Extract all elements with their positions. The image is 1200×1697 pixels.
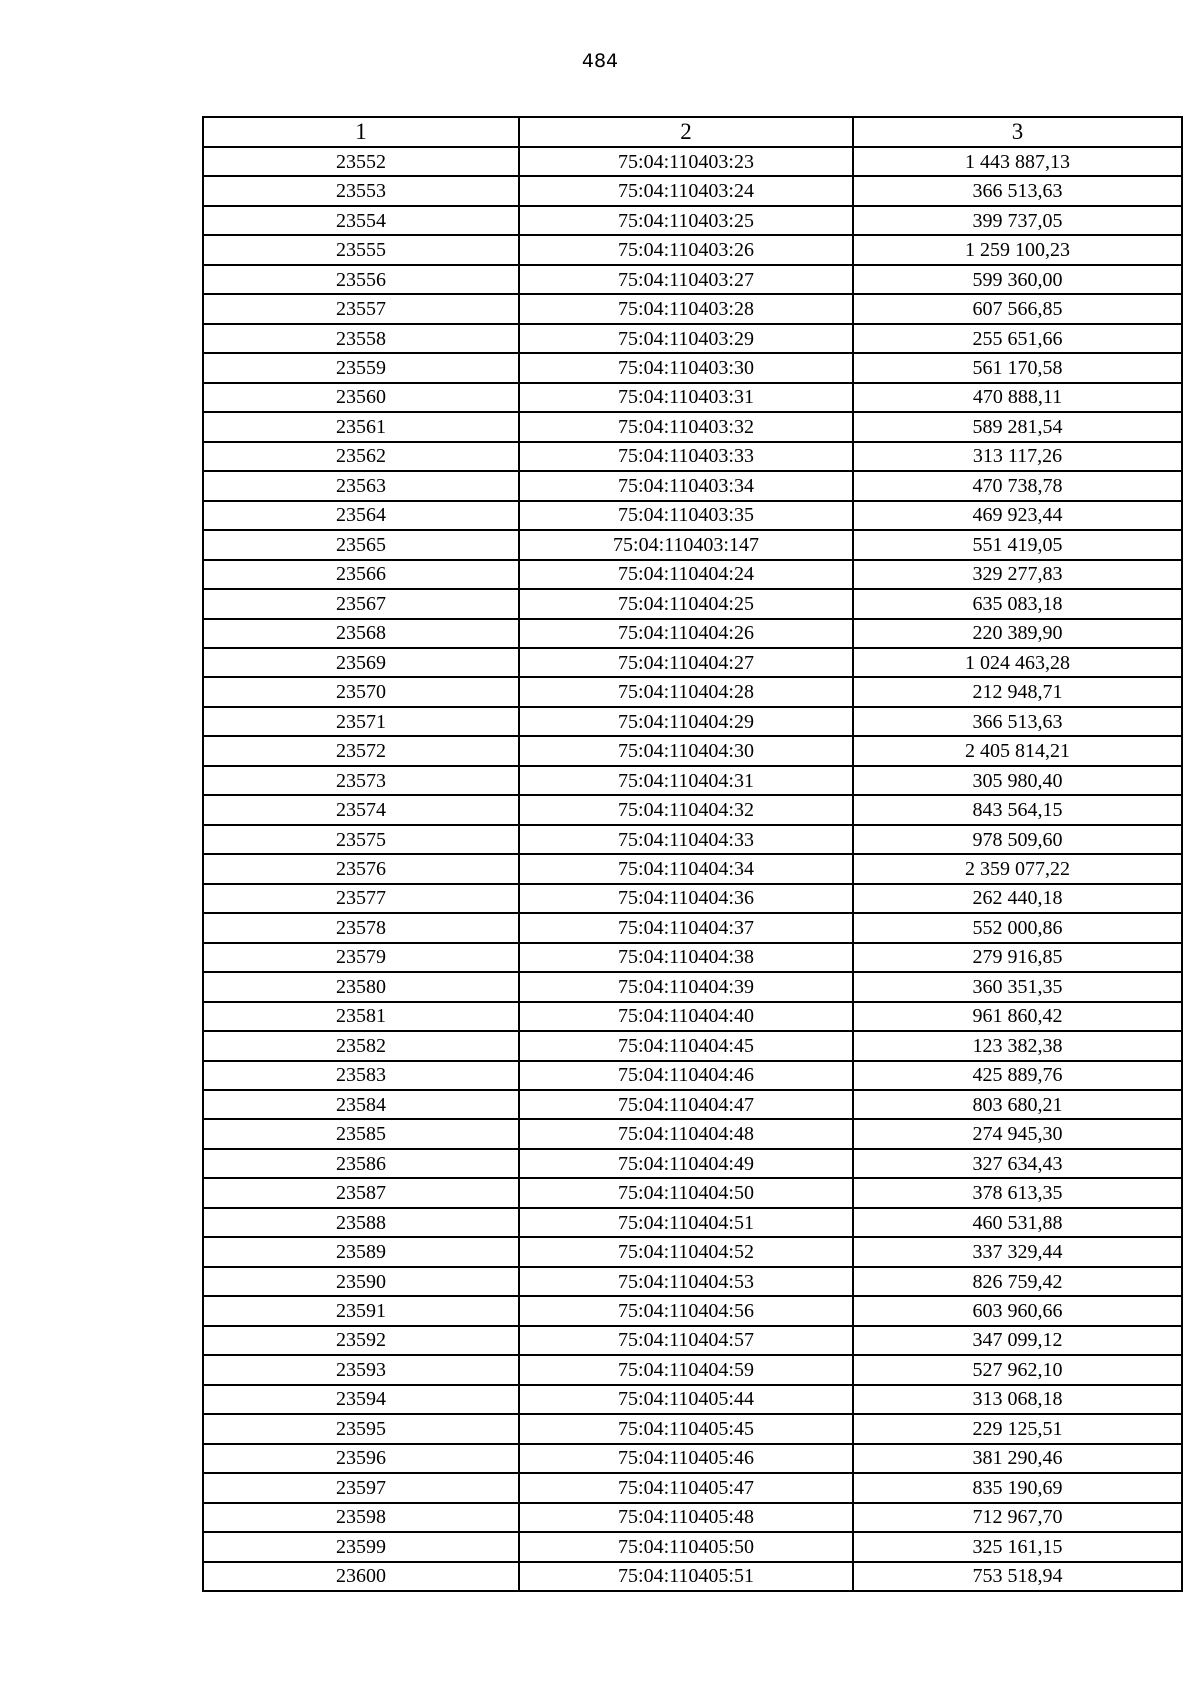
cadastral-number-cell: 75:04:110404:38 <box>519 943 853 972</box>
table-row <box>203 206 1182 235</box>
table-row <box>203 795 1182 824</box>
table-row <box>203 1267 1182 1296</box>
table-row <box>203 235 1182 264</box>
table-row <box>203 589 1182 618</box>
cadastral-number-cell: 75:04:110405:47 <box>519 1473 853 1502</box>
row-number-cell: 23579 <box>203 943 519 972</box>
column-header-3: 3 <box>853 117 1182 147</box>
cadastral-value-cell: 551 419,05 <box>853 530 1182 559</box>
cadastral-value-cell: 327 634,43 <box>853 1149 1182 1178</box>
cadastral-number-cell: 75:04:110404:39 <box>519 972 853 1001</box>
table-row <box>203 1031 1182 1060</box>
table-row <box>203 471 1182 500</box>
row-number-cell: 23567 <box>203 589 519 618</box>
row-number-cell: 23600 <box>203 1562 519 1591</box>
cadastral-number-cell: 75:04:110404:56 <box>519 1296 853 1325</box>
cadastral-value-cell: 313 068,18 <box>853 1385 1182 1414</box>
row-number-cell: 23590 <box>203 1267 519 1296</box>
cadastral-number-cell: 75:04:110404:48 <box>519 1119 853 1148</box>
cadastral-number-cell: 75:04:110404:57 <box>519 1326 853 1355</box>
table-row <box>203 560 1182 589</box>
cadastral-number-cell: 75:04:110403:26 <box>519 235 853 264</box>
cadastral-value-cell: 469 923,44 <box>853 501 1182 530</box>
row-number-cell: 23571 <box>203 707 519 736</box>
cadastral-number-cell: 75:04:110404:45 <box>519 1031 853 1060</box>
row-number-cell: 23557 <box>203 294 519 323</box>
table-row <box>203 265 1182 294</box>
table-row <box>203 1237 1182 1266</box>
table-row <box>203 943 1182 972</box>
row-number-cell: 23564 <box>203 501 519 530</box>
cadastral-number-cell: 75:04:110404:49 <box>519 1149 853 1178</box>
row-number-cell: 23554 <box>203 206 519 235</box>
row-number-cell: 23575 <box>203 825 519 854</box>
cadastral-number-cell: 75:04:110404:51 <box>519 1208 853 1237</box>
table-row <box>203 1532 1182 1561</box>
cadastral-number-cell: 75:04:110404:24 <box>519 560 853 589</box>
row-number-cell: 23581 <box>203 1002 519 1031</box>
cadastral-number-cell: 75:04:110405:44 <box>519 1385 853 1414</box>
row-number-cell: 23561 <box>203 412 519 441</box>
cadastral-number-cell: 75:04:110404:29 <box>519 707 853 736</box>
row-number-cell: 23598 <box>203 1503 519 1532</box>
row-number-cell: 23563 <box>203 471 519 500</box>
cadastral-number-cell: 75:04:110404:27 <box>519 648 853 677</box>
cadastral-number-cell: 75:04:110403:27 <box>519 265 853 294</box>
table-row <box>203 766 1182 795</box>
table-row <box>203 412 1182 441</box>
cadastral-value-cell: 961 860,42 <box>853 1002 1182 1031</box>
cadastral-value-cell: 635 083,18 <box>853 589 1182 618</box>
cadastral-value-cell: 589 281,54 <box>853 412 1182 441</box>
table-row <box>203 1002 1182 1031</box>
row-number-cell: 23578 <box>203 913 519 942</box>
cadastral-number-cell: 75:04:110403:34 <box>519 471 853 500</box>
row-number-cell: 23572 <box>203 736 519 765</box>
cadastral-value-cell: 712 967,70 <box>853 1503 1182 1532</box>
row-number-cell: 23584 <box>203 1090 519 1119</box>
row-number-cell: 23591 <box>203 1296 519 1325</box>
row-number-cell: 23566 <box>203 560 519 589</box>
row-number-cell: 23593 <box>203 1355 519 1384</box>
cadastral-number-cell: 75:04:110405:48 <box>519 1503 853 1532</box>
cadastral-number-cell: 75:04:110404:25 <box>519 589 853 618</box>
table-row <box>203 972 1182 1001</box>
row-number-cell: 23588 <box>203 1208 519 1237</box>
cadastral-value-cell: 274 945,30 <box>853 1119 1182 1148</box>
table-row <box>203 1355 1182 1384</box>
row-number-cell: 23587 <box>203 1178 519 1207</box>
cadastral-value-table <box>202 116 1183 1592</box>
cadastral-value-cell: 753 518,94 <box>853 1562 1182 1591</box>
column-header-2: 2 <box>519 117 853 147</box>
cadastral-value-cell: 399 737,05 <box>853 206 1182 235</box>
cadastral-value-cell: 826 759,42 <box>853 1267 1182 1296</box>
row-number-cell: 23562 <box>203 442 519 471</box>
cadastral-value-cell: 470 738,78 <box>853 471 1182 500</box>
table-row <box>203 1090 1182 1119</box>
table-row <box>203 147 1182 176</box>
table-row <box>203 884 1182 913</box>
cadastral-number-cell: 75:04:110403:32 <box>519 412 853 441</box>
cadastral-value-cell: 599 360,00 <box>853 265 1182 294</box>
table-row <box>203 677 1182 706</box>
cadastral-value-cell: 1 443 887,13 <box>853 147 1182 176</box>
cadastral-value-cell: 603 960,66 <box>853 1296 1182 1325</box>
row-number-cell: 23559 <box>203 353 519 382</box>
row-number-cell: 23558 <box>203 324 519 353</box>
table-row <box>203 1385 1182 1414</box>
cadastral-value-cell: 366 513,63 <box>853 707 1182 736</box>
row-number-cell: 23565 <box>203 530 519 559</box>
cadastral-value-cell: 366 513,63 <box>853 176 1182 205</box>
row-number-cell: 23580 <box>203 972 519 1001</box>
cadastral-value-cell: 470 888,11 <box>853 383 1182 412</box>
table-row <box>203 1326 1182 1355</box>
table-row <box>203 707 1182 736</box>
cadastral-value-cell: 978 509,60 <box>853 825 1182 854</box>
table-row <box>203 1061 1182 1090</box>
table-row <box>203 736 1182 765</box>
table-row <box>203 1503 1182 1532</box>
cadastral-value-cell: 552 000,86 <box>853 913 1182 942</box>
row-number-cell: 23594 <box>203 1385 519 1414</box>
cadastral-value-cell: 803 680,21 <box>853 1090 1182 1119</box>
cadastral-value-cell: 425 889,76 <box>853 1061 1182 1090</box>
cadastral-number-cell: 75:04:110404:26 <box>519 619 853 648</box>
cadastral-number-cell: 75:04:110405:45 <box>519 1414 853 1443</box>
table-row <box>203 1444 1182 1473</box>
table-row <box>203 648 1182 677</box>
table-row <box>203 1562 1182 1591</box>
table-row <box>203 176 1182 205</box>
row-number-cell: 23553 <box>203 176 519 205</box>
cadastral-number-cell: 75:04:110403:147 <box>519 530 853 559</box>
cadastral-number-cell: 75:04:110404:46 <box>519 1061 853 1090</box>
cadastral-value-cell: 1 024 463,28 <box>853 648 1182 677</box>
cadastral-number-cell: 75:04:110404:32 <box>519 795 853 824</box>
table-row <box>203 1296 1182 1325</box>
row-number-cell: 23552 <box>203 147 519 176</box>
cadastral-value-cell: 381 290,46 <box>853 1444 1182 1473</box>
column-header-1: 1 <box>203 117 519 147</box>
row-number-cell: 23589 <box>203 1237 519 1266</box>
row-number-cell: 23586 <box>203 1149 519 1178</box>
row-number-cell: 23573 <box>203 766 519 795</box>
page-number: 484 <box>581 50 619 72</box>
cadastral-number-cell: 75:04:110403:31 <box>519 383 853 412</box>
cadastral-value-cell: 212 948,71 <box>853 677 1182 706</box>
table-row <box>203 501 1182 530</box>
row-number-cell: 23555 <box>203 235 519 264</box>
table-row <box>203 442 1182 471</box>
row-number-cell: 23570 <box>203 677 519 706</box>
cadastral-value-cell: 2 359 077,22 <box>853 854 1182 883</box>
table-row <box>203 913 1182 942</box>
row-number-cell: 23576 <box>203 854 519 883</box>
cadastral-number-cell: 75:04:110404:31 <box>519 766 853 795</box>
table-row <box>203 530 1182 559</box>
cadastral-value-cell: 305 980,40 <box>853 766 1182 795</box>
cadastral-value-cell: 1 259 100,23 <box>853 235 1182 264</box>
table-row <box>203 1414 1182 1443</box>
cadastral-number-cell: 75:04:110404:40 <box>519 1002 853 1031</box>
cadastral-value-cell: 460 531,88 <box>853 1208 1182 1237</box>
cadastral-value-cell: 220 389,90 <box>853 619 1182 648</box>
cadastral-value-cell: 123 382,38 <box>853 1031 1182 1060</box>
cadastral-number-cell: 75:04:110403:25 <box>519 206 853 235</box>
cadastral-number-cell: 75:04:110404:52 <box>519 1237 853 1266</box>
table-row <box>203 825 1182 854</box>
cadastral-value-cell: 262 440,18 <box>853 884 1182 913</box>
cadastral-value-cell: 378 613,35 <box>853 1178 1182 1207</box>
cadastral-value-cell: 527 962,10 <box>853 1355 1182 1384</box>
cadastral-number-cell: 75:04:110404:34 <box>519 854 853 883</box>
cadastral-value-cell: 347 099,12 <box>853 1326 1182 1355</box>
cadastral-number-cell: 75:04:110404:28 <box>519 677 853 706</box>
row-number-cell: 23599 <box>203 1532 519 1561</box>
table-header-row <box>203 117 1182 147</box>
row-number-cell: 23582 <box>203 1031 519 1060</box>
cadastral-value-cell: 255 651,66 <box>853 324 1182 353</box>
table-row <box>203 1208 1182 1237</box>
table-row <box>203 854 1182 883</box>
cadastral-number-cell: 75:04:110404:59 <box>519 1355 853 1384</box>
cadastral-value-cell: 313 117,26 <box>853 442 1182 471</box>
cadastral-value-cell: 329 277,83 <box>853 560 1182 589</box>
row-number-cell: 23574 <box>203 795 519 824</box>
cadastral-number-cell: 75:04:110404:47 <box>519 1090 853 1119</box>
table-row <box>203 353 1182 382</box>
row-number-cell: 23583 <box>203 1061 519 1090</box>
cadastral-number-cell: 75:04:110403:23 <box>519 147 853 176</box>
cadastral-number-cell: 75:04:110403:28 <box>519 294 853 323</box>
cadastral-number-cell: 75:04:110404:53 <box>519 1267 853 1296</box>
cadastral-number-cell: 75:04:110404:36 <box>519 884 853 913</box>
cadastral-value-cell: 360 351,35 <box>853 972 1182 1001</box>
cadastral-number-cell: 75:04:110404:33 <box>519 825 853 854</box>
row-number-cell: 23569 <box>203 648 519 677</box>
table-row <box>203 1119 1182 1148</box>
cadastral-number-cell: 75:04:110405:50 <box>519 1532 853 1561</box>
cadastral-number-cell: 75:04:110403:29 <box>519 324 853 353</box>
cadastral-number-cell: 75:04:110403:30 <box>519 353 853 382</box>
row-number-cell: 23596 <box>203 1444 519 1473</box>
row-number-cell: 23556 <box>203 265 519 294</box>
table-row <box>203 619 1182 648</box>
cadastral-number-cell: 75:04:110404:50 <box>519 1178 853 1207</box>
cadastral-number-cell: 75:04:110403:24 <box>519 176 853 205</box>
table-row <box>203 1473 1182 1502</box>
cadastral-value-cell: 561 170,58 <box>853 353 1182 382</box>
row-number-cell: 23585 <box>203 1119 519 1148</box>
table-row <box>203 383 1182 412</box>
cadastral-value-cell: 2 405 814,21 <box>853 736 1182 765</box>
table-row <box>203 1178 1182 1207</box>
row-number-cell: 23592 <box>203 1326 519 1355</box>
cadastral-number-cell: 75:04:110405:46 <box>519 1444 853 1473</box>
cadastral-value-cell: 279 916,85 <box>853 943 1182 972</box>
cadastral-number-cell: 75:04:110404:30 <box>519 736 853 765</box>
row-number-cell: 23560 <box>203 383 519 412</box>
cadastral-number-cell: 75:04:110403:35 <box>519 501 853 530</box>
cadastral-value-cell: 337 329,44 <box>853 1237 1182 1266</box>
cadastral-value-cell: 843 564,15 <box>853 795 1182 824</box>
cadastral-value-cell: 607 566,85 <box>853 294 1182 323</box>
cadastral-value-cell: 325 161,15 <box>853 1532 1182 1561</box>
row-number-cell: 23568 <box>203 619 519 648</box>
row-number-cell: 23597 <box>203 1473 519 1502</box>
table-row <box>203 294 1182 323</box>
row-number-cell: 23577 <box>203 884 519 913</box>
row-number-cell: 23595 <box>203 1414 519 1443</box>
table-body <box>203 147 1182 1591</box>
cadastral-value-cell: 229 125,51 <box>853 1414 1182 1443</box>
cadastral-value-cell: 835 190,69 <box>853 1473 1182 1502</box>
cadastral-number-cell: 75:04:110405:51 <box>519 1562 853 1591</box>
table-row <box>203 324 1182 353</box>
cadastral-number-cell: 75:04:110404:37 <box>519 913 853 942</box>
table-row <box>203 1149 1182 1178</box>
cadastral-number-cell: 75:04:110403:33 <box>519 442 853 471</box>
